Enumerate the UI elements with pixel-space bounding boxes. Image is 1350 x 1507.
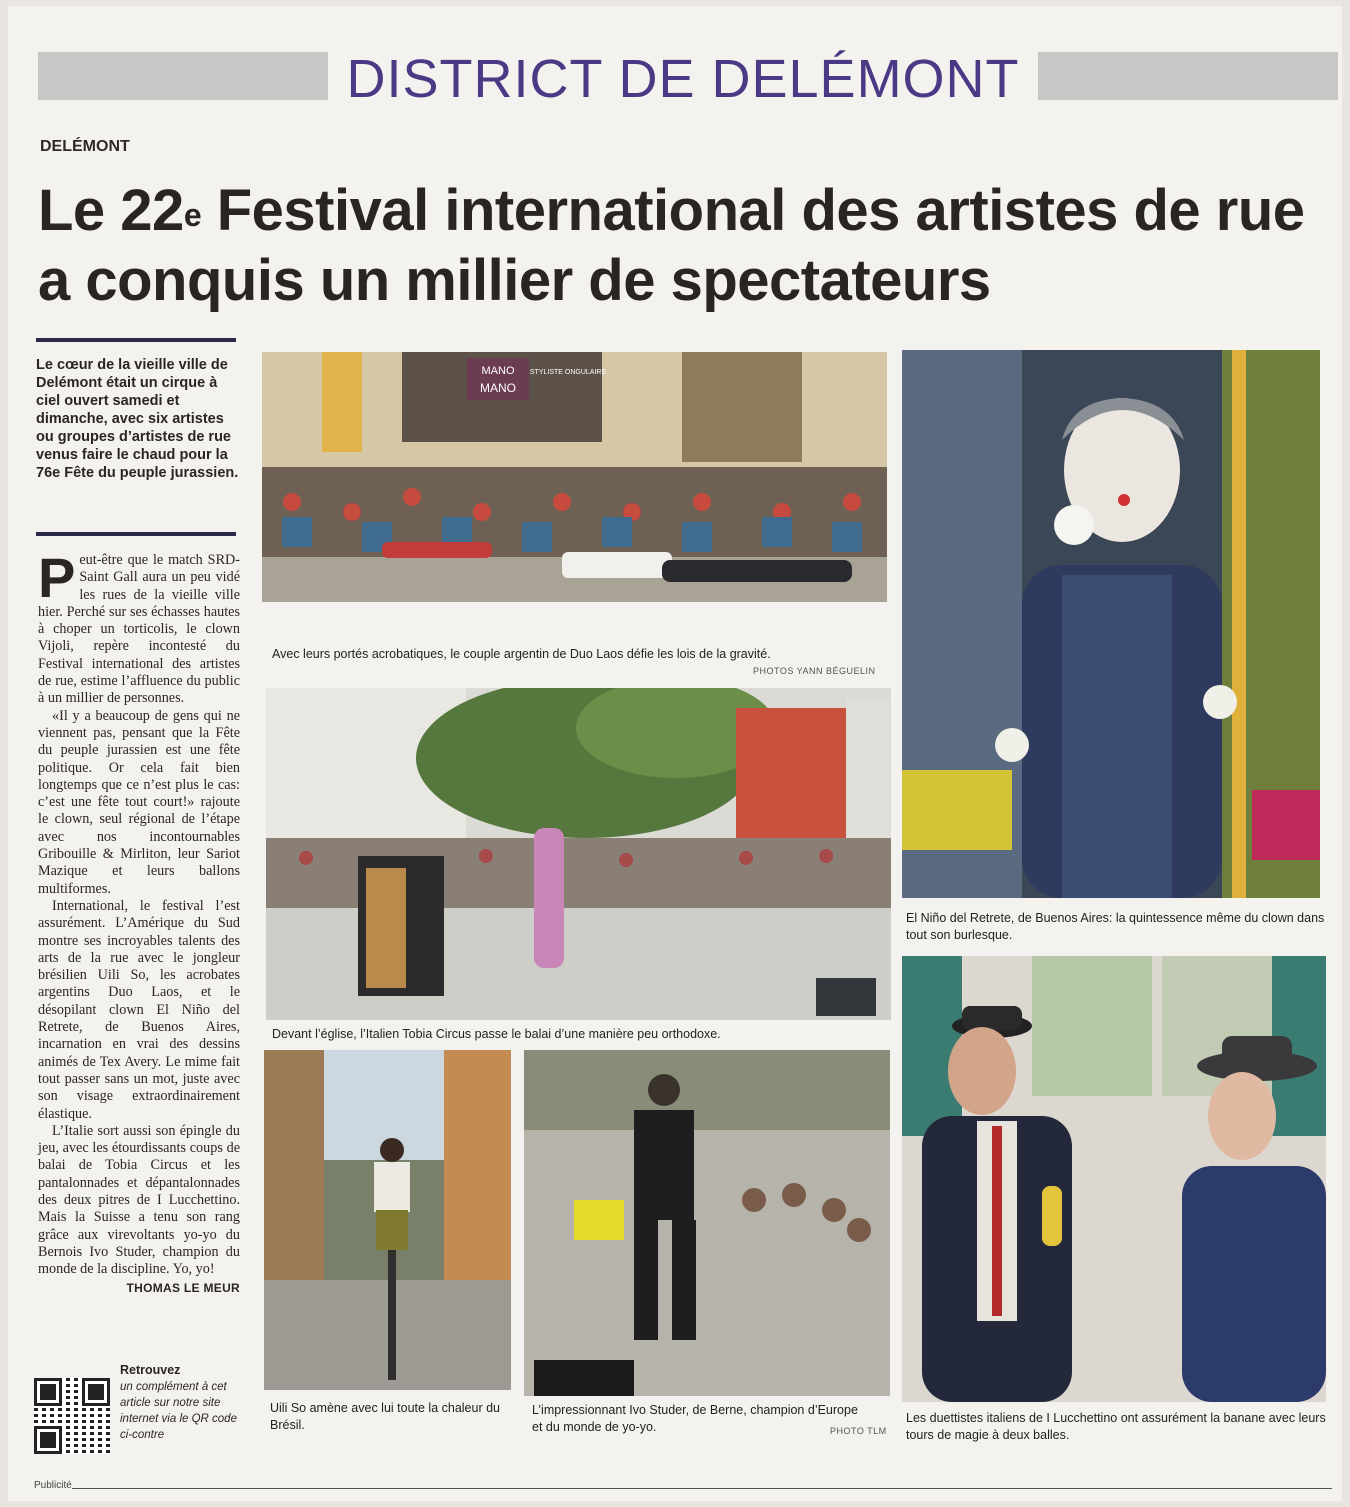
caption-tobia: Devant l’église, l’Italien Tobia Circus passe le balai d’une manière peu orthodoxe. <box>272 1027 721 1041</box>
shop-sign-1: MANO <box>481 365 515 377</box>
headline <box>38 176 1328 316</box>
photo-credit-1: PHOTOS YANN BÉGUELIN <box>753 666 876 676</box>
caption-uili-so: Uili So amène avec lui toute la chaleur du Brésil. <box>270 1401 500 1432</box>
dropcap: P <box>38 546 76 609</box>
photo-uili-so <box>264 1050 511 1390</box>
lead-rule-bottom <box>36 532 236 536</box>
article-paragraph-2: «Il y a beaucoup de gens qui ne viennent pas, pensant que la Fête du peuple jurassien est une fête politique. Or cela fait bien longtemps que ce n’est plus le cas: c’est une fête tout court!» rajoute le clown, seul régional de l’étape avec nos incontournables Gribouille & Mirliton, leur Sariot Mazique et leurs ballons multiformes. <box>38 707 240 897</box>
photo-tobia-circus <box>266 688 891 1020</box>
lead-rule-top <box>36 338 236 342</box>
footer-rule <box>72 1488 1332 1489</box>
kicker: DELÉMONT <box>40 138 130 155</box>
caption-ivo-studer: L’impressionnant Ivo Studer, de Berne, champion d’Europe et du monde de yo-yo. <box>532 1403 858 1434</box>
author-byline: THOMAS LE MEUR <box>126 1281 240 1296</box>
article-body <box>38 546 240 1298</box>
qr-promo-text: un complément à cet article sur notre site internet via le QR code ci-contre <box>120 1381 237 1441</box>
lead-paragraph: Le cœur de la vieille ville de Delémont était un cirque à ciel ouvert samedi et dimanche, avec six artistes ou groupes d’artistes de rue venus faire le chaud pour la 76e Fête du peuple jurassien. <box>36 357 239 481</box>
photo-ivo-studer <box>524 1050 890 1396</box>
newspaper-page <box>8 6 1342 1501</box>
article-paragraph-1 <box>38 546 240 708</box>
section-bar-right <box>1038 52 1338 100</box>
photo-clown-juggler <box>902 350 1320 898</box>
headline-part-2: Festival international des artistes de rue a conquis un millier de spectateurs <box>38 178 1305 313</box>
paragraph-1-text: eut-être que le match SRD-Saint Gall aura un peu vidé les rues de la vieille ville hier. Perché sur ses échasses hautes à choper un torticolis, le clown Vijoli, repère incontesté du Festival international des artistes de rue, estime l’affluence du public à un millier de personnes. <box>38 552 240 707</box>
headline-part-1: Le 22 <box>38 178 184 243</box>
qr-code[interactable] <box>34 1378 110 1454</box>
qr-promo-title: Retrouvez <box>120 1363 181 1377</box>
advertising-label: Publicité <box>34 1480 72 1491</box>
qr-finder-bottom-left <box>37 1429 59 1451</box>
section-bar-left <box>38 52 328 100</box>
article-paragraph-4: L’Italie sort aussi son épingle du jeu, avec les étourdissants coups de balai de Tobia Circus et les pantalonnades et dépantalonnades des deux pitres de I Lucchettino. Mais la Suisse a tenu son rang grâce aux virevoltants yo-yo du Bernois Ivo Studer, champion du monde de la discipline. Yo, yo! <box>38 1122 240 1278</box>
photo-duo-laos <box>262 352 887 602</box>
shop-sign-3: STYLISTE ONGULAIRE <box>529 369 607 376</box>
photo-credit-5: PHOTO TLM <box>830 1426 887 1436</box>
headline-superscript: e <box>183 197 202 233</box>
caption-clown: El Niño del Retrete, de Buenos Aires: la quintessence même du clown dans tout son burlesque. <box>906 911 1325 942</box>
caption-duo-laos: Avec leurs portés acrobatiques, le couple argentin de Duo Laos défie les lois de la gravité. <box>272 647 771 661</box>
qr-finder-top-right <box>85 1381 107 1403</box>
article-paragraph-3: International, le festival l’est assurément. L’Amérique du Sud montre ses incroyables talents des arts de la rue avec le jongleur brésilien Uili So, les acrobates argentins Duo Laos, et le désopilant clown El Niño del Retrete, de Buenos Aires, incarnation en vrai des dessins animés de Tex Avery. Le mime fait tout passer sans un mot, juste avec son visage extraordinairement élastique. <box>38 897 240 1122</box>
caption-i-lucchettino: Les duettistes italiens de I Lucchettino ont assurément la banane avec leurs tours de magie à deux balles. <box>906 1411 1326 1442</box>
shop-sign-2: MANO <box>480 381 516 395</box>
photo-i-lucchettino <box>902 956 1326 1402</box>
qr-promo <box>120 1362 244 1443</box>
section-title: DISTRICT DE DELÉMONT <box>346 49 1020 109</box>
qr-finder-top-left <box>37 1381 59 1403</box>
